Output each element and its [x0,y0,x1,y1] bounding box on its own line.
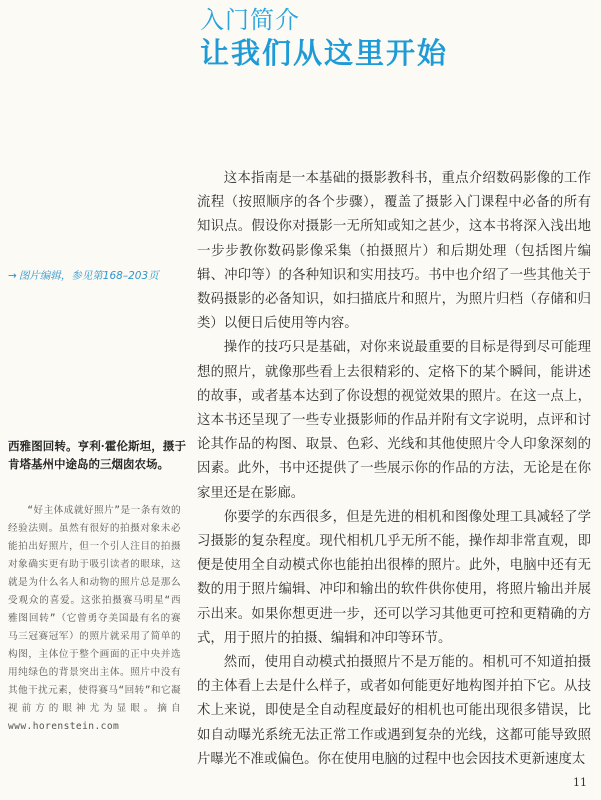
paragraph: 操作的技巧只是基础，对你来说最重要的目标是得到尽可能理想的照片，就像那些看上去很精彩的、定格下的某个瞬间，能讲述的故事，或者基本达到了你设想的视觉效果的照片。在这一点上，这本书还呈现了一些专业摄影师的作品并附有文字说明，点评和讨论其作品的构图、取景、色彩、光线和其他使照片令人印象深刻的因素。此外，书中还提供了一些展示你的作品的方法，无论是在你家里还是在影廊。 [197,340,591,501]
paragraph: 这本指南是一本基础的摄影教科书，重点介绍数码影像的工作流程（按照顺序的各个步骤），覆盖了摄影入门课程中必备的所有知识点。假设你对摄影一无所知或知之甚少，这本书将深入浅出地一步步教你数码影像采集（拍摄照片）和后期处理（包括图片编辑、冲印等）的各种知识和实用技巧。书中也介绍了一些其他关于数码摄影的必备知识，如扫描底片和照片，为照片归档（存储和归类）以便日后使用等内容。 [197,171,591,332]
chapter-subtitle: 入门简介 [200,6,300,34]
photo-caption-title: 西雅图回转。亨利·霍伦斯坦，摄于肯塔基州中途岛的三烟囱农场。 [8,439,186,471]
paragraph: 然而，使用自动模式拍摄照片不是万能的。相机可不知道拍摄的主体看上去是什么样子，或者如何能更好地构图并拍下它。从技术上来说，即使是全自动程度最好的相机也可能出现很多错误，比如自动曝光系统无法正常工作或遇到复杂的光线，这都可能导致照片曝光不准或偏色。你在使用电脑的过程中也会因技术更新速度太 [197,655,591,767]
body-text [197,167,591,772]
arrow-right-icon: → [8,270,17,282]
page-number: 11 [573,776,587,789]
chapter-title: 让我们从这里开始 [200,36,449,70]
cross-reference[interactable] [8,268,188,283]
chapter-header [200,6,580,70]
cross-reference-text: 图片编辑，参见第168–203页 [18,270,159,282]
photo-caption-body: “好主体成就好照片”是一条有效的经验法则。虽然有很好的拍摄对象未必能拍出好照片，但一个引人注目的拍摄对象确实更有助于吸引读者的眼球，这就是为什么名人和动物的照片总是那么受观众的喜爱。这张拍摄赛马明星“西雅图回转”（它曾勇夺美国最有名的赛马三冠赛冠军）的照片就采用了简单的构图，主体位于整个画面的正中央并选用纯绿色的背景突出主体。照片中没有其他干扰元素，使得赛马“回转”和它凝视前方的眼神尤为显眼。摘自www.horenstein.com [8,505,181,732]
paragraph: 你要学的东西很多，但是先进的相机和图像处理工具减轻了学习摄影的复杂程度。现代相机几乎无所不能，操作却非常直观，即便是使用全自动模式你也能拍出很棒的照片。此外，电脑中还有无数的用于照片编辑、冲印和输出的软件供你使用，将照片输出并展示出来。如果你想更进一步，还可以学习其他更可控和更精确的方式，用于照片的拍摄、编辑和冲印等环节。 [197,509,591,646]
